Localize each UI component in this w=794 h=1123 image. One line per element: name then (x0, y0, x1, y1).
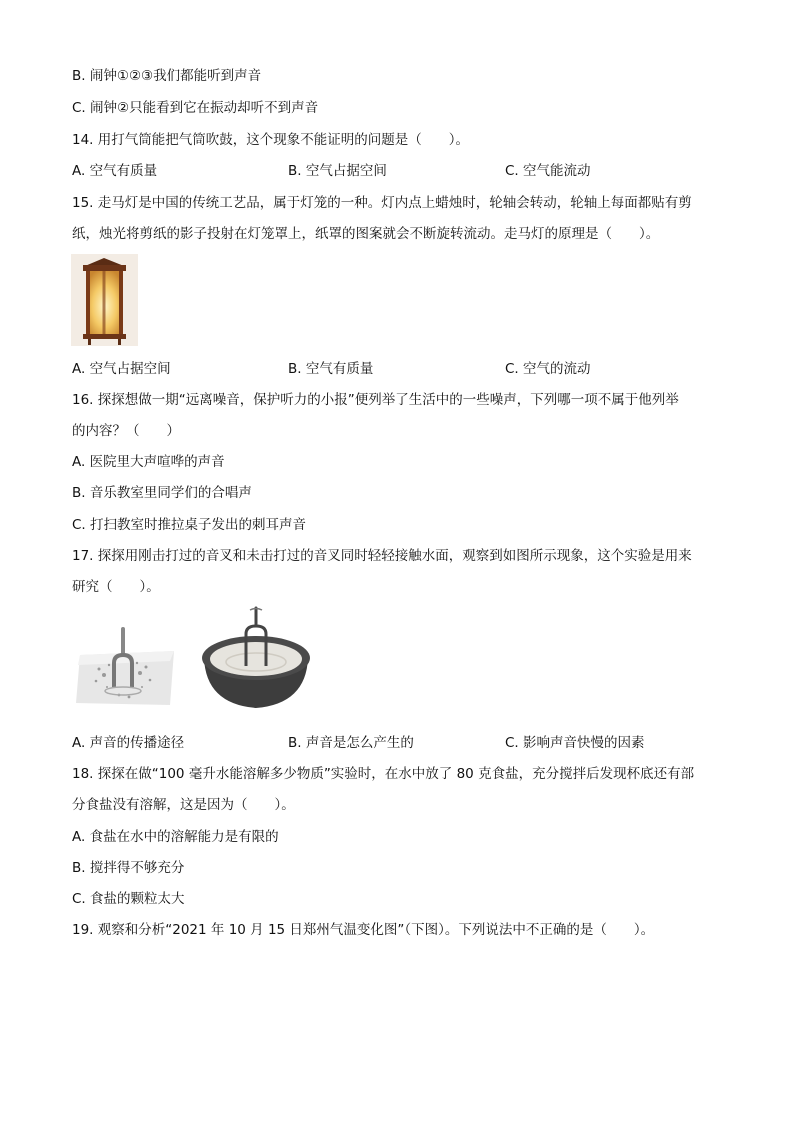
question-16-line2: 的内容？（ ） (72, 423, 180, 439)
q16-option-c: C. 打扫教室时推拉桌子发出的刺耳声音 (72, 517, 307, 533)
question-17-options (72, 734, 732, 752)
question-18-line1: 18. 探探在做“100 毫升水能溶解多少物质”实验时，在水中放了 80 克食盐，充分搅拌后发现杯底还有部 (72, 766, 695, 782)
question-16-line1: 16. 探探想做一期“远离噪音，保护听力的小报”便列举了生活中的一些噪声，下列哪一项不属于他列举 (72, 392, 679, 408)
q18-option-b: B. 搅拌得不够充分 (72, 860, 185, 876)
q18-option-a: A. 食盐在水中的溶解能力是有限的 (72, 829, 279, 845)
q17-option-b: B. 声音是怎么产生的 (288, 735, 414, 751)
question-18-line2: 分食盐没有溶解，这是因为（ ）。 (72, 797, 295, 813)
q15-option-b: B. 空气有质量 (288, 361, 374, 377)
q17-option-a: A. 声音的传播途径 (72, 735, 185, 751)
question-15-options (72, 360, 732, 378)
q14-option-a: A. 空气有质量 (72, 163, 158, 179)
question-17-line1: 17. 探探用刚击打过的音叉和未击打过的音叉同时轻轻接触水面，观察到如图所示现象，这个实验是用来 (72, 548, 692, 564)
option-c-alarm-clock-2: C. 闹钟②只能看到它在振动却听不到声音 (72, 100, 319, 116)
tuning-fork-bowl-image (198, 606, 314, 714)
question-14-options (72, 162, 732, 180)
q17-option-c: C. 影响声音快慢的因素 (505, 735, 645, 751)
question-19: 19. 观察和分析“2021 年 10 月 15 日郑州气温变化图”（下图）。下列说法中不正确的是（ ）。 (72, 922, 655, 938)
question-15-line1: 15. 走马灯是中国的传统工艺品，属于灯笼的一种。灯内点上蜡烛时，轮轴会转动，轮轴上每面都贴有剪 (72, 195, 692, 211)
q16-option-b: B. 音乐教室里同学们的合唱声 (72, 485, 252, 501)
q18-option-c: C. 食盐的颗粒太大 (72, 891, 185, 907)
tuning-fork-splash-image (74, 625, 176, 707)
question-15-line2: 纸，烛光将剪纸的影子投射在灯笼罩上，纸罩的图案就会不断旋转流动。走马灯的原理是（ ）。 (72, 226, 660, 242)
q15-option-c: C. 空气的流动 (505, 361, 591, 377)
q14-option-c: C. 空气能流动 (505, 163, 591, 179)
q14-option-b: B. 空气占据空间 (288, 163, 387, 179)
q15-option-a: A. 空气占据空间 (72, 361, 171, 377)
question-14: 14. 用打气筒能把气筒吹鼓，这个现象不能证明的问题是（ ）。 (72, 132, 470, 148)
option-b-alarm-clocks: B. 闹钟①②③我们都能听到声音 (72, 68, 262, 84)
q16-option-a: A. 医院里大声喧哗的声音 (72, 454, 225, 470)
lantern-image (71, 254, 138, 346)
question-17-line2: 研究（ ）。 (72, 579, 160, 595)
